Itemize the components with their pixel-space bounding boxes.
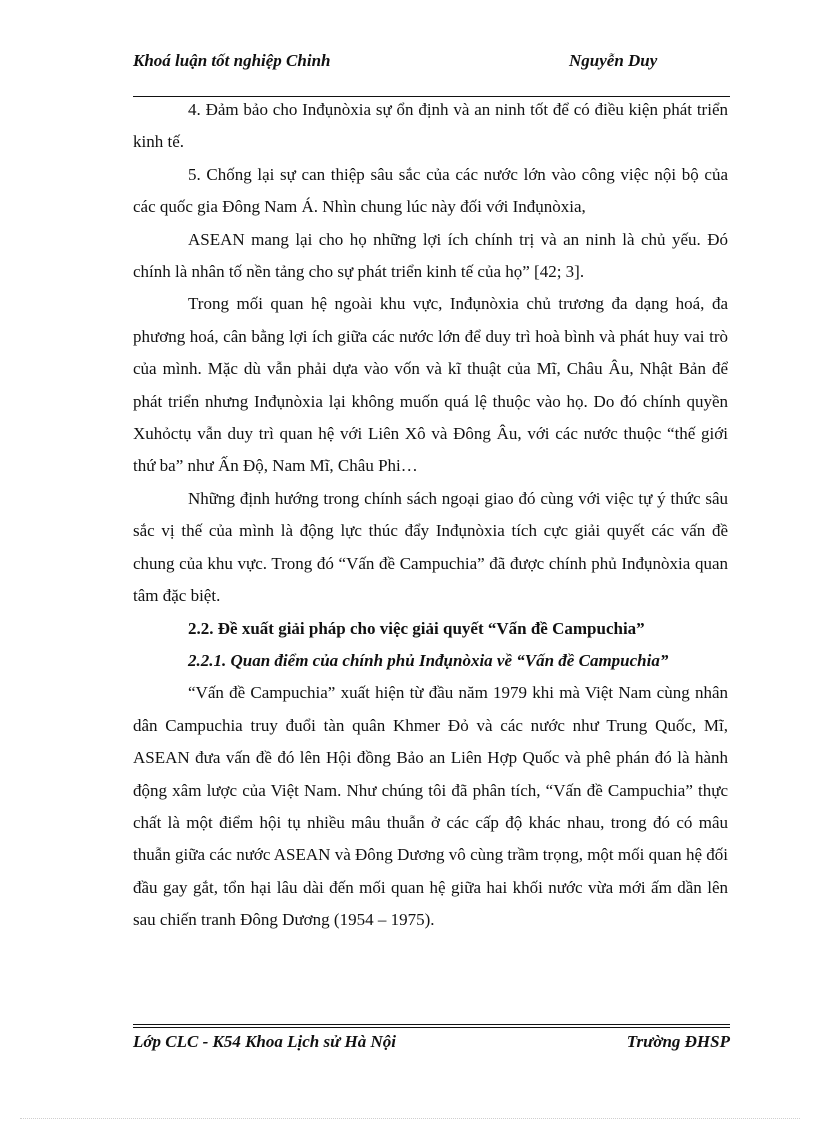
page-footer	[133, 1031, 730, 1079]
paragraph-6: “Vấn đề Campuchia” xuất hiện từ đầu năm 1979 khi mà Việt Nam cùng nhân dân Campuchia truy đuổi tàn quân Khmer Đỏ và các nước như Trung Quốc, Mĩ, ASEAN đưa vấn đề đó lên Hội đồng Bảo an Liên Hợp Quốc và phê phán đó là hành động xâm lược của Việt Nam. Như chúng tôi đã phân tích, “Vấn đề Campuchia” thực chất là một điểm hội tụ nhiều mâu thuẫn ở các cấp độ khác nhau, trong đó có mâu thuẫn giữa các nước ASEAN và Đông Dương vô cùng trầm trọng, một mối quan hệ đối đầu gay gắt, tổn hại lâu dài đến mối quan hệ giữa hai khối nước vừa mới ấm dần lên sau chiến tranh Đông Dương (1954 – 1975).	[133, 683, 728, 930]
subsection-heading: 2.2.1. Quan điểm của chính phủ Inđụnòxia về “Vấn đề Campuchia”	[188, 650, 669, 670]
header-right-text: Nguyễn Duy	[569, 51, 658, 70]
paragraph-1: 4. Đảm bảo cho Inđụnòxia sự ổn định và an ninh tốt để có điều kiện phát triển kinh tế.	[133, 100, 728, 152]
footer-right-text: Trường ĐHSP	[626, 1032, 730, 1051]
paragraph-2: 5. Chống lại sự can thiệp sâu sắc của các nước lớn vào công việc nội bộ của các quốc gia Đông Nam Á. Nhìn chung lúc này đối với Inđụnòxia,	[133, 164, 728, 217]
section-heading: 2.2. Đề xuất giải pháp cho việc giải quyết “Vấn đề Campuchia”	[188, 618, 645, 638]
paragraph-4: Trong mối quan hệ ngoài khu vực, Inđụnòxia chủ trương đa dạng hoá, đa phương hoá, cân bằng lợi ích giữa các nước lớn để duy trì hoà bình và phát huy vai trò của mình. Mặc dù vẫn phải dựa vào vốn và kĩ thuật của Mĩ, Châu Âu, Nhật Bản để phát triển nhưng Inđụnòxia lại không muốn quá lệ thuộc vào họ. Do đó chính quyền Xuhỏctụ vẫn duy trì quan hệ với Liên Xô và Đông Âu, với các nước thuộc “thế giới thứ ba” như Ấn Độ, Nam Mĩ, Châu Phi…	[133, 294, 728, 476]
footer-rule	[133, 1024, 730, 1025]
paragraph-3: ASEAN mang lại cho họ những lợi ích chính trị và an ninh là chủ yếu. Đó chính là nhân tố nền tảng cho sự phát triển kinh tế của họ” [42; 3].	[133, 229, 728, 282]
footer-left-text: Lớp CLC - K54 Khoa Lịch sử Hà Nội	[133, 1032, 396, 1051]
page-header	[133, 50, 730, 98]
document-body	[133, 94, 728, 937]
paragraph-5: Những định hướng trong chính sách ngoại giao đó cùng với việc tự ý thức sâu sắc vị thế của mình là động lực thúc đẩy Inđụnòxia tích cực giải quyết các vấn đề chung của khu vực. Trong đó “Vấn đề Campuchia” đã được chính phủ Inđụnòxia quan tâm đặc biệt.	[133, 488, 728, 606]
footer-rule-thin	[133, 1027, 730, 1028]
page-bottom-edge	[20, 1118, 800, 1119]
header-left-text: Khoá luận tốt nghiệp Chinh	[133, 51, 331, 70]
